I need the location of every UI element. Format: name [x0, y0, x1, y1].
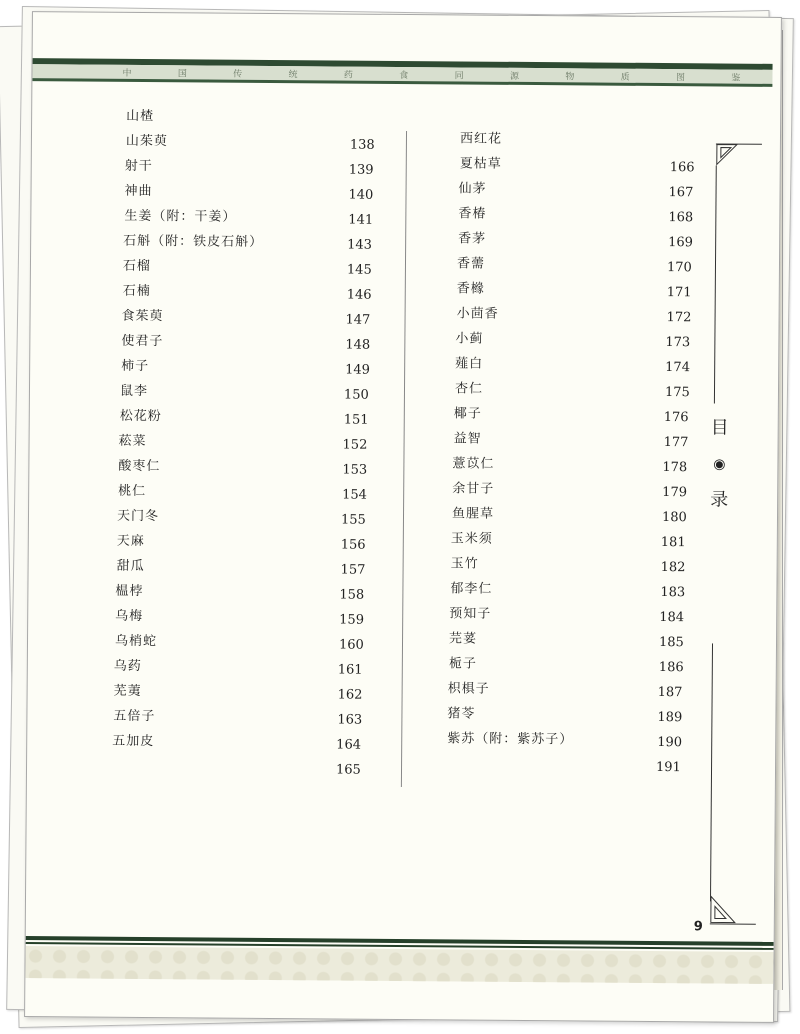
toc-entry-name: 猪苓 [447, 706, 476, 722]
toc-entry-name: 紫苏（附：紫苏子） [447, 731, 574, 748]
toc-entry [438, 402, 708, 429]
toc-entry [107, 530, 397, 557]
toc-entry-name: 玉竹 [450, 556, 479, 572]
toc-entry-name: 杏仁 [454, 381, 484, 397]
toc-entry-page: 185 [658, 635, 684, 651]
toc-entry-page: 169 [668, 235, 694, 251]
toc-entry-name: 石楠 [122, 283, 151, 300]
toc-entry-page: 178 [662, 460, 688, 476]
toc-entry-name: 小茴香 [456, 306, 499, 322]
toc-entry-page: 173 [665, 335, 691, 351]
running-title-char: 质 [620, 72, 632, 83]
toc-entry [437, 452, 707, 479]
toc-entry [105, 705, 395, 732]
toc-entry-name: 天麻 [116, 533, 145, 549]
toc-entry [440, 127, 710, 154]
toc-entry-page: 174 [665, 360, 691, 376]
toc-entry-page: 161 [337, 662, 363, 678]
toc-entry-name: 余甘子 [452, 481, 495, 497]
toc-entry-page: 156 [340, 537, 366, 553]
running-title-char: 图 [676, 72, 688, 83]
toc-entry-page: 143 [347, 237, 373, 253]
toc-entry-name: 天门冬 [116, 508, 160, 525]
toc-entry-page: 179 [662, 485, 688, 501]
toc-entry-name: 五倍子 [113, 708, 156, 725]
toc-entry [106, 680, 396, 707]
toc-entry [107, 480, 397, 507]
toc-entry [109, 205, 399, 232]
frame-rule [710, 643, 713, 901]
toc-entry-page: 171 [666, 285, 692, 301]
toc-entry-name: 射干 [124, 158, 153, 175]
toc-entry [438, 377, 708, 404]
page-header [32, 58, 772, 96]
toc-entry [435, 702, 705, 729]
toc-entry-page: 183 [660, 585, 686, 601]
toc-entry-name: 香橼 [456, 281, 485, 297]
toc-entry [108, 380, 398, 407]
corner-ornament-icon [716, 143, 738, 165]
running-title-char: 源 [509, 71, 522, 82]
toc-entry-page: 148 [345, 337, 371, 353]
toc-entry-page: 162 [337, 687, 363, 703]
toc-entry-page: 168 [668, 210, 694, 226]
toc-entry-name: 薤白 [455, 356, 484, 372]
toc-entry [437, 502, 707, 529]
toc-entry-page: 150 [343, 387, 369, 403]
toc-entry-page: 186 [658, 660, 684, 676]
toc-entry [107, 430, 397, 457]
toc-entry-name: 石榴 [122, 258, 152, 275]
toc-entry-name: 乌梅 [115, 608, 144, 624]
running-title-char: 统 [288, 69, 300, 80]
running-title-char: 传 [233, 69, 245, 80]
toc-entry-page: 159 [339, 612, 365, 628]
toc-entry [108, 330, 398, 357]
toc-entry [109, 180, 399, 207]
toc-entry-page: 151 [343, 412, 369, 428]
toc-entry [437, 477, 707, 504]
toc-entry [110, 130, 400, 157]
running-title-char: 药 [343, 70, 355, 81]
toc-entry [108, 305, 398, 332]
toc-entry-name: 芫荽 [448, 631, 478, 647]
running-title-char: 食 [399, 70, 411, 81]
toc-entry-page: 176 [663, 410, 689, 426]
running-title-char: 物 [565, 71, 577, 82]
toc-entry-name: 柿子 [121, 358, 150, 375]
toc-entry [439, 227, 709, 254]
toc-entry [439, 202, 709, 229]
toc-entry [109, 230, 399, 257]
toc-entry [435, 727, 705, 754]
toc-entry-page: 177 [663, 435, 689, 451]
toc-entry [106, 630, 396, 657]
toc-entry [436, 577, 706, 604]
toc-entry-name: 山茱萸 [125, 133, 169, 150]
toc-entry [439, 252, 709, 279]
toc-entry-name: 酸枣仁 [118, 458, 161, 475]
toc-entry [440, 152, 710, 179]
toc-entry-page: 149 [345, 362, 371, 378]
toc-entry-name: 五加皮 [112, 733, 155, 750]
toc-entry-name: 菘菜 [118, 433, 147, 449]
toc-entry [438, 327, 708, 354]
toc-entry-page: 158 [339, 587, 365, 603]
toc-entry-page: 165 [335, 762, 361, 778]
column-divider [401, 131, 407, 787]
toc-entry-page: 163 [337, 712, 363, 728]
toc-entry-page: 152 [342, 437, 368, 453]
toc-column-right [435, 127, 710, 779]
toc-entry [110, 155, 400, 182]
toc-entry-page: 145 [346, 262, 372, 278]
toc-entry-page: 157 [340, 562, 366, 578]
corner-ornament-icon [710, 895, 736, 923]
toc-entry-page: 182 [660, 560, 686, 576]
running-title-char: 同 [454, 70, 466, 81]
toc-entry-name: 仙茅 [458, 181, 487, 197]
toc-entry-name: 甜瓜 [116, 558, 145, 574]
toc-entry-page: 160 [338, 637, 364, 653]
toc-entry [436, 602, 706, 629]
toc-entry-name: 椰子 [453, 406, 482, 422]
toc-entry-page: 146 [346, 287, 372, 303]
toc-entry [437, 527, 707, 554]
toc-entry-name: 石斛（附：铁皮石斛） [123, 233, 264, 250]
toc-entry-name: 预知子 [449, 606, 492, 622]
toc-entry [105, 755, 395, 782]
toc-entry-name: 玉米须 [450, 531, 493, 547]
page-number: 9 [693, 919, 703, 935]
toc-entry [106, 555, 396, 582]
toc-entry-name: 山楂 [126, 108, 155, 125]
running-title-char: 鉴 [731, 73, 743, 84]
toc-entry-name: 益智 [453, 431, 482, 447]
toc-entry-page: 141 [348, 212, 374, 228]
toc-entry-name: 小蓟 [455, 331, 484, 347]
toc-entry-page: 138 [349, 137, 375, 153]
toc-entry-page: 190 [657, 735, 683, 751]
footer-pattern [25, 946, 773, 984]
toc-entry-page: 189 [657, 710, 683, 726]
toc-entry-name: 香椿 [458, 206, 487, 222]
toc-entry-page: 147 [345, 312, 371, 328]
toc-entry-name: 薏苡仁 [452, 456, 495, 472]
toc-entry-name: 神曲 [124, 183, 153, 200]
side-frame [706, 143, 762, 923]
toc-entry-name: 栀子 [448, 656, 477, 672]
toc-entry [436, 627, 706, 654]
toc-entry-page: 191 [655, 759, 681, 776]
toc-entry [437, 552, 707, 579]
toc-entry-name: 食茱萸 [121, 308, 164, 325]
section-title [709, 419, 730, 509]
toc-entry-name: 榅桲 [115, 583, 144, 599]
book-page [24, 11, 782, 1023]
toc-entry-name: 西红花 [459, 131, 503, 147]
section-title-char: 目 [710, 417, 729, 439]
toc-column-left [105, 105, 400, 782]
frame-rule [710, 923, 756, 924]
toc-entry-page: 180 [661, 510, 687, 526]
toc-entry [109, 280, 399, 307]
toc-entry-name: 芜荑 [113, 683, 142, 699]
toc-entry [435, 752, 705, 779]
toc-entry-name: 香薷 [456, 256, 486, 272]
toc-entry-page: 166 [669, 160, 695, 176]
section-title-char: 录 [710, 489, 729, 511]
toc-entry-name: 枳椇子 [447, 681, 490, 697]
toc-entry [107, 455, 397, 482]
toc-entry-name: 乌药 [113, 658, 142, 674]
toc-entry-page: 175 [664, 385, 690, 401]
toc-entry-name: 香茅 [458, 231, 487, 247]
toc-entry-page: 140 [348, 187, 374, 203]
toc-entry [436, 677, 706, 704]
toc-entry-page: 181 [660, 535, 686, 551]
page-footer [25, 936, 774, 1022]
toc-entry-name: 使君子 [121, 333, 164, 350]
toc-entry-page: 172 [666, 310, 692, 326]
toc-entry [110, 105, 400, 132]
toc-entry-name: 郁李仁 [450, 581, 493, 597]
toc-entry [438, 427, 708, 454]
toc-entry-page: 153 [342, 462, 368, 478]
toc-entry-page: 167 [668, 185, 694, 201]
toc-entry [108, 355, 398, 382]
toc-entry-page: 170 [666, 260, 692, 276]
toc-entry-name: 松花粉 [119, 408, 162, 425]
toc-entry [106, 580, 396, 607]
toc-entry [106, 655, 396, 682]
toc-entry [438, 302, 708, 329]
running-title-char: 中 [122, 68, 134, 79]
toc-entry-name: 生姜（附：干姜） [124, 208, 237, 225]
toc-entry-page: 184 [659, 610, 685, 626]
frame-rule [714, 165, 717, 403]
toc-entry [109, 255, 399, 282]
toc-entry [439, 177, 709, 204]
toc-entry-name: 鱼腥草 [451, 506, 495, 522]
running-title-char: 国 [177, 68, 189, 79]
toc-entry-name: 乌梢蛇 [114, 633, 158, 650]
toc-entry [439, 277, 709, 304]
bullet-ornament-icon: ◉ [713, 456, 726, 473]
toc-entry-name: 夏枯草 [459, 156, 502, 172]
toc-entry-page: 139 [348, 162, 374, 178]
toc-entry-name: 鼠李 [119, 383, 149, 399]
toc-entry [438, 352, 708, 379]
toc-entry [105, 730, 395, 757]
toc-entry-page: 164 [336, 737, 362, 753]
toc-entry [108, 405, 398, 432]
toc-entry-name: 桃仁 [118, 483, 147, 499]
toc-entry [107, 505, 397, 532]
toc-entry-page: 187 [657, 685, 683, 701]
toc-entry-page: 155 [340, 512, 366, 528]
toc-entry [106, 605, 396, 632]
toc-entry-page: 154 [342, 487, 368, 503]
toc-entry [436, 652, 706, 679]
